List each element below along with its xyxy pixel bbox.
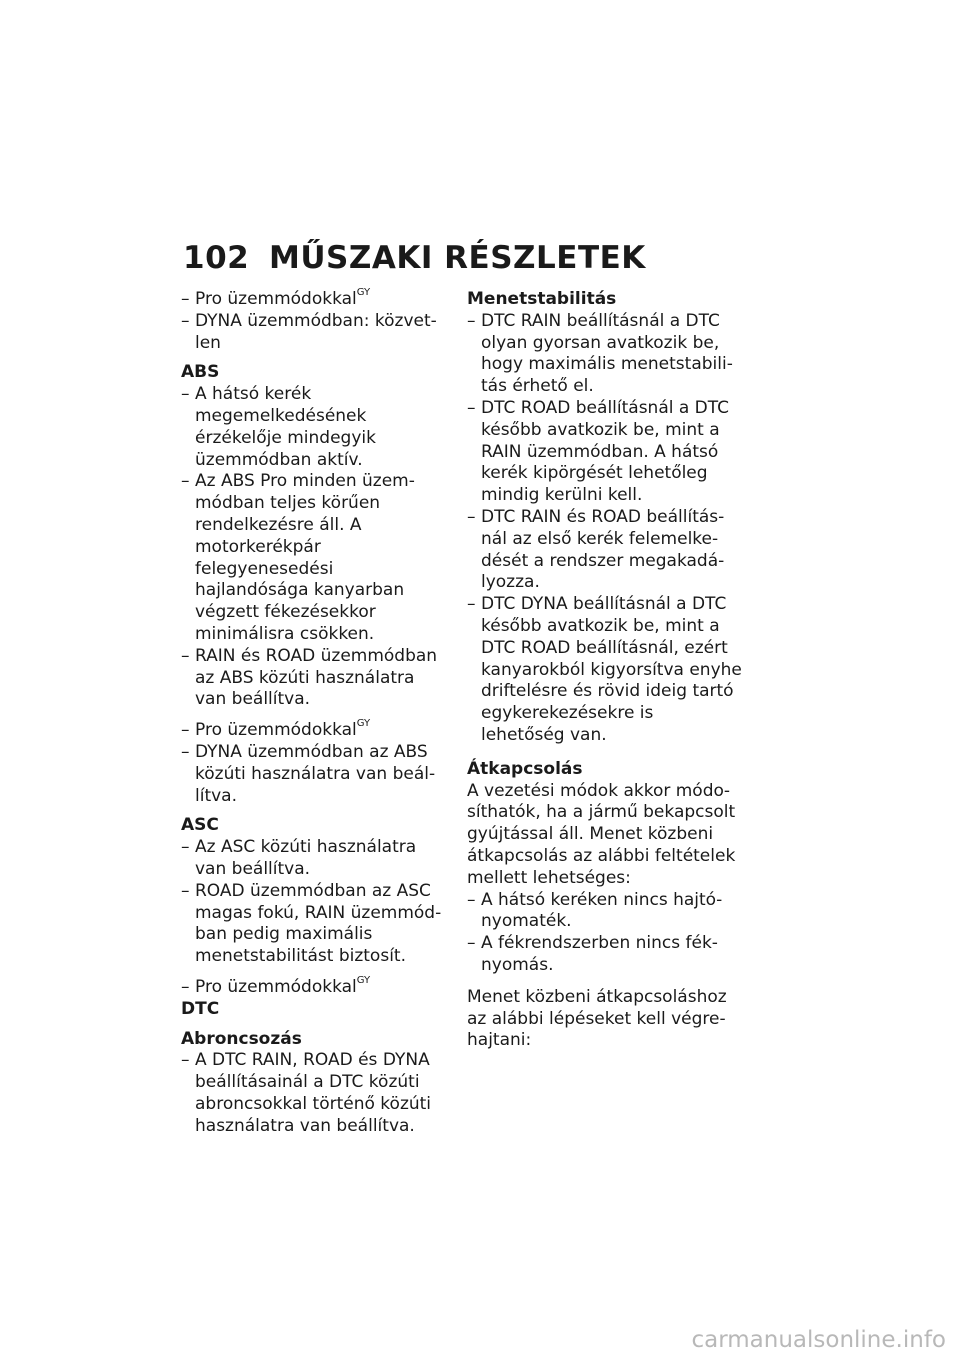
list-item <box>467 507 742 594</box>
list-item <box>181 384 443 471</box>
list-dash: – <box>181 645 190 666</box>
list-item-text: A hátsó keréken nincs hajtónyomaték. <box>481 889 723 932</box>
list-item <box>467 398 742 507</box>
list-item-text <box>195 977 443 999</box>
list-item-text: Az ABS Pro minden üzemmódban teljes körűen rendelkezésre áll. A motorkerékpár felegyenesedési hajlandósága kanyarban végzett fékezésekkor minimálisra csökken. <box>195 471 415 644</box>
footnote-marker: GY <box>356 287 371 299</box>
list-dash: – <box>467 889 476 910</box>
list-dash: – <box>181 976 190 997</box>
list-item-text: DTC DYNA beállításnál a DTC később avatkozik be, mint a DTC ROAD beállításnál, ezért kanyarokból kigyorsítva enyhe driftelésre és rövid ideig tartó egykerekezésekre is lehetőség van. <box>481 594 742 745</box>
list-item-text: RAIN és ROAD üzemmódban az ABS közúti használatra van beállítva. <box>195 645 438 710</box>
footnote-marker: GY <box>356 718 371 730</box>
right-column <box>467 289 742 1052</box>
section-heading-abs: ABS <box>181 362 220 383</box>
list-item <box>181 311 443 355</box>
section-heading-dtc: DTC <box>181 998 220 1019</box>
list-item <box>181 977 443 999</box>
watermark: carmanualsonline.info <box>691 1327 946 1353</box>
footnote-marker: GY <box>356 975 371 987</box>
list-item <box>181 720 443 742</box>
list-dash: – <box>181 837 190 858</box>
list-dash: – <box>181 289 190 309</box>
list-item <box>467 311 742 398</box>
list-item <box>181 1050 443 1137</box>
paragraph: Menet közbeni átkapcsoláshoz az alábbi lépéseket kell végrehajtani: <box>467 986 727 1051</box>
list-item-label: Pro üzemmódokkal <box>195 720 357 741</box>
list-item-text: A DTC RAIN, ROAD és DYNA beállításainál a DTC közúti abroncsokkal történő közúti használatra van beállítva. <box>195 1050 432 1136</box>
list-dash: – <box>181 310 190 331</box>
section-heading-stability: Menetstabilitás <box>467 289 617 309</box>
list-item-label: Pro üzemmódokkal <box>195 289 357 309</box>
list-item-text <box>195 289 443 311</box>
list-item-text: A fékrendszerben nincs féknyomás. <box>481 933 718 975</box>
list-item-text: DYNA üzemmódban az ABS közúti használatra van beállítva. <box>195 741 436 806</box>
list-dash: – <box>181 471 190 492</box>
section-heading-switching: Átkapcsolás <box>467 758 583 779</box>
list-item <box>181 471 443 645</box>
paragraph: A vezetési módok akkor módosíthatók, ha a jármű bekapcsolt gyújtással áll. Menet közbeni átkapcsolás az alábbi feltételek mellett lehetséges: <box>467 780 736 888</box>
list-item-text: A hátsó kerék megemelkedésének érzékelője mindegyik üzemmódban aktív. <box>195 384 376 470</box>
list-item-text: Az ASC közúti használatra van beállítva. <box>195 837 417 879</box>
list-item-text: ROAD üzemmódban az ASC magas fokú, RAIN üzemmódban pedig maximális menetstabilitást biztosít. <box>195 880 442 967</box>
list-dash: – <box>467 933 476 954</box>
list-dash: – <box>181 1050 190 1071</box>
list-item-text: DYNA üzemmódban: közvetlen <box>195 310 437 353</box>
list-item <box>181 881 443 968</box>
page-header <box>183 240 646 290</box>
list-item-text: DTC RAIN beállításnál a DTC olyan gyorsan avatkozik be, hogy maximális menetstabilitás érhető el. <box>481 310 733 397</box>
list-item-text: DTC ROAD beállításnál a DTC később avatkozik be, mint a RAIN üzemmódban. A hátsó kerék kipörgését lehetőleg mindig kerülni kell. <box>481 397 730 506</box>
section-heading-asc: ASC <box>181 815 219 836</box>
list-dash: – <box>181 720 190 741</box>
list-item-label: Pro üzemmódokkal <box>195 976 357 997</box>
list-item <box>467 594 742 747</box>
list-item <box>181 742 443 807</box>
page-number: 102 <box>183 240 250 276</box>
list-dash: – <box>181 384 190 405</box>
list-item <box>467 890 742 934</box>
list-item-text <box>195 720 443 742</box>
list-item-text: DTC RAIN és ROAD beállításnál az első kerék felemelkedését a rendszer megakadályozza. <box>481 506 725 593</box>
list-item <box>467 933 742 977</box>
list-dash: – <box>181 741 190 762</box>
list-dash: – <box>467 506 476 527</box>
list-dash: – <box>467 310 476 331</box>
subheading-tyres: Abroncsozás <box>181 1028 302 1049</box>
left-column <box>181 289 443 1137</box>
list-dash: – <box>181 880 190 901</box>
list-dash: – <box>467 397 476 418</box>
list-item <box>181 289 443 311</box>
page-title: MŰSZAKI RÉSZLETEK <box>269 240 646 276</box>
list-dash: – <box>467 594 476 615</box>
list-item <box>181 646 443 711</box>
list-item <box>181 837 443 881</box>
